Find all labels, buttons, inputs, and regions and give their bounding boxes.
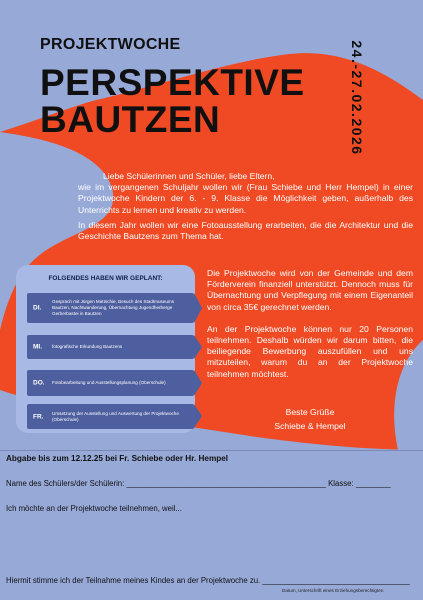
info-text <box>207 268 413 391</box>
closing <box>207 407 413 435</box>
step-description: Fotobearbeitung und Ausstellungsplanung (Oberschule) <box>52 380 166 385</box>
step-day-tag: DO. <box>33 379 45 387</box>
arrow-right-icon <box>194 293 202 323</box>
arrow-right-icon <box>194 335 202 359</box>
plan-step-di <box>27 293 194 323</box>
closing-signers: Schiebe & Hempel <box>274 421 346 432</box>
plan-step-mi <box>27 335 194 359</box>
page-title <box>40 64 305 138</box>
title-line-1: PERSPEKTIVE <box>40 62 305 103</box>
info-paragraph-participants: An der Projektwoche können nur 20 Personen teilnehmen. Deshalb würden wir darum bitten, die beiliegende Bewerbung auszufüllen und uns mitzuteilen, warum du an der Projektwoche teilnehmen möchtest. <box>207 323 413 379</box>
info-paragraph-funding: Die Projektwoche wird von der Gemeinde und dem Förderverein finanziell unterstützt. Dennoch muss für Übernachtung und Verpflegung mit einem Eigenanteil von circa 35€ gerechnet werden. <box>207 268 413 312</box>
step-day-tag: FR. <box>33 413 44 420</box>
step-description: fotografische Erkundung Bautzens <box>52 344 123 349</box>
step-description: Umsetzung der Ausstellung und Auswertung der Projektwoche (Oberschule) <box>52 410 179 422</box>
plan-box <box>16 265 195 433</box>
plan-step-fr <box>27 404 194 429</box>
form-reason-field[interactable]: Ich möchte an der Projektwoche teilnehmen, weil... <box>6 504 182 513</box>
plan-title: FOLGENDES HABEN WIR GEPLANT: <box>48 275 163 282</box>
intro-greeting: Liebe Schülerinnen und Schüler, liebe Eltern, <box>103 171 275 181</box>
step-day-tag: DI. <box>33 304 42 312</box>
plan-step-do <box>27 370 194 396</box>
form-consent-signature-field[interactable]: Hiermit stimme ich der Teilnahme meines Kindes an der Projektwoche zu. __________________________________ <box>6 576 410 585</box>
intro-text <box>78 171 413 242</box>
form-name-class-field[interactable]: Name des Schülers/der Schülerin: ______________________________________________ Klasse: ________ <box>6 479 391 488</box>
intro-paragraph-1: wie im vergangenen Schuljahr wollen wir (Frau Schiebe und Herr Hempel) in einer Projektwoche Kindern der 6. - 9. Klasse die Möglichkeit geben, außerhalb des Unterrichts zu lernen und kreativ zu werden. <box>78 182 413 215</box>
kicker-projektwoche: PROJEKTWOCHE <box>40 36 181 53</box>
intro-paragraph-2: In diesem Jahr wollen wir eine Fotoausstellung erarbeiten, die die Architektur und die Geschichte Bautzens zum Thema hat. <box>78 219 413 242</box>
arrow-right-icon <box>194 404 202 428</box>
arrow-right-icon <box>194 370 202 396</box>
event-date: 24.-27.02.2026 <box>349 40 365 156</box>
step-day-tag: MI. <box>33 343 43 351</box>
form-deadline: Abgabe bis zum 12.12.25 bei Fr. Schiebe oder Hr. Hempel <box>6 454 229 463</box>
closing-greeting: Beste Grüße <box>285 407 335 417</box>
signature-caption: Datum, Unterschrift eines Erziehungsberechtigten <box>282 588 384 593</box>
title-line-2: BAUTZEN <box>40 99 221 140</box>
step-description: Gespräch mit Jürgen Mattschie, Besuch des Stadtmuseums Bautzen, Nachtwanderung, Übernachtung Jugendherberge Gerberbastei in Bautzen <box>52 299 175 316</box>
